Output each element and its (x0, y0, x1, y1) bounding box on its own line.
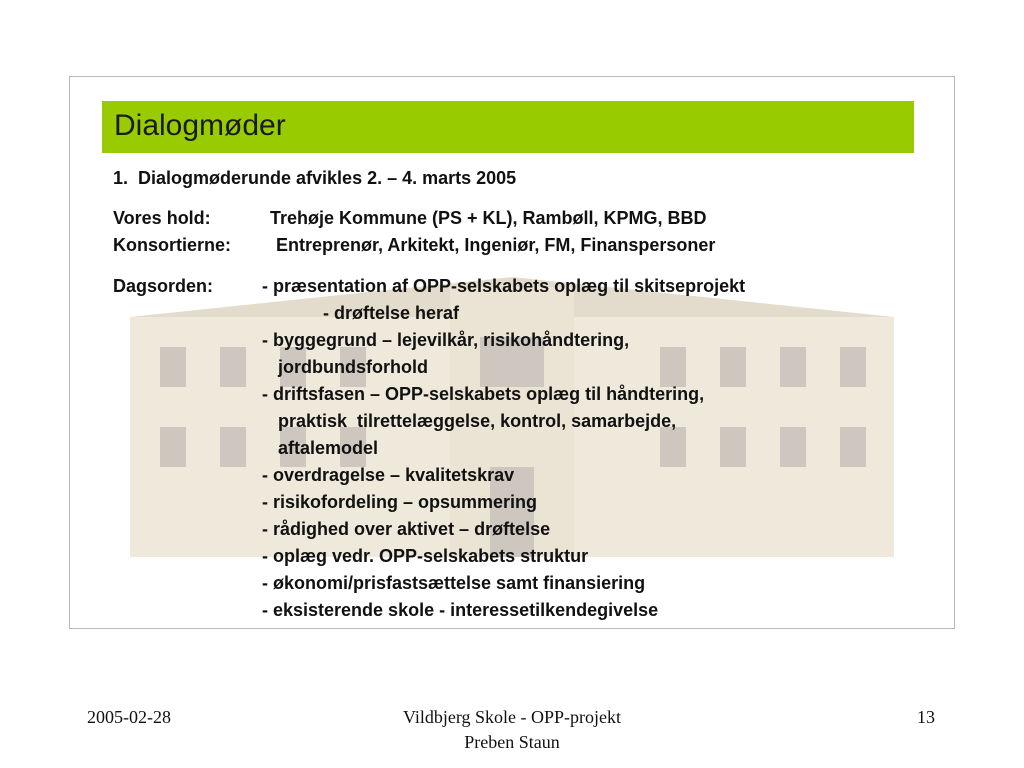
dagsorden-line: - eksisterende skole - interessetilkendegivelse (262, 600, 659, 620)
dagsorden-label: Dagsorden: (113, 276, 214, 296)
dagsorden-line: - præsentation af OPP-selskabets oplæg til skitseprojekt (262, 276, 746, 296)
dagsorden-line: - byggegrund – lejevilkår, risikohåndtering, (262, 330, 630, 350)
title-bar (102, 101, 914, 153)
footer-date: 2005-02-28 (87, 707, 171, 727)
dagsorden-line: - driftsfasen – OPP-selskabets oplæg til håndtering, (262, 384, 705, 404)
konsortierne-text: Entreprenør, Arkitekt, Ingeniør, FM, Finanspersoner (276, 235, 716, 255)
dagsorden-line: - overdragelse – kvalitetskrav (262, 465, 515, 485)
dagsorden-line: aftalemodel (278, 438, 379, 458)
konsortierne-label: Konsortierne: (113, 235, 232, 255)
dagsorden-line: - rådighed over aktivet – drøftelse (262, 519, 551, 539)
vores-hold-text: Trehøje Kommune (PS + KL), Rambøll, KPMG, BBD (270, 208, 707, 228)
dagsorden-line: - oplæg vedr. OPP-selskabets struktur (262, 546, 589, 566)
footer-author: Preben Staun (464, 732, 560, 752)
vores-hold-label: Vores hold: (113, 208, 211, 228)
dagsorden-line: jordbundsforhold (278, 357, 428, 377)
footer-title: Vildbjerg Skole - OPP-projekt (402, 707, 622, 727)
agenda-item-1: 1. Dialogmøderunde afvikles 2. – 4. marts 2005 (113, 168, 517, 188)
page-number: 13 (917, 707, 935, 727)
dagsorden-line: - økonomi/prisfastsættelse samt finansiering (262, 573, 646, 593)
slide-frame (69, 76, 955, 629)
dagsorden-line: - risikofordeling – opsummering (262, 492, 538, 512)
slide-title: Dialogmøder (114, 109, 286, 142)
dagsorden-line: praktisk tilrettelæggelse, kontrol, samarbejde, (278, 411, 677, 431)
dagsorden-line: - drøftelse heraf (323, 303, 460, 323)
